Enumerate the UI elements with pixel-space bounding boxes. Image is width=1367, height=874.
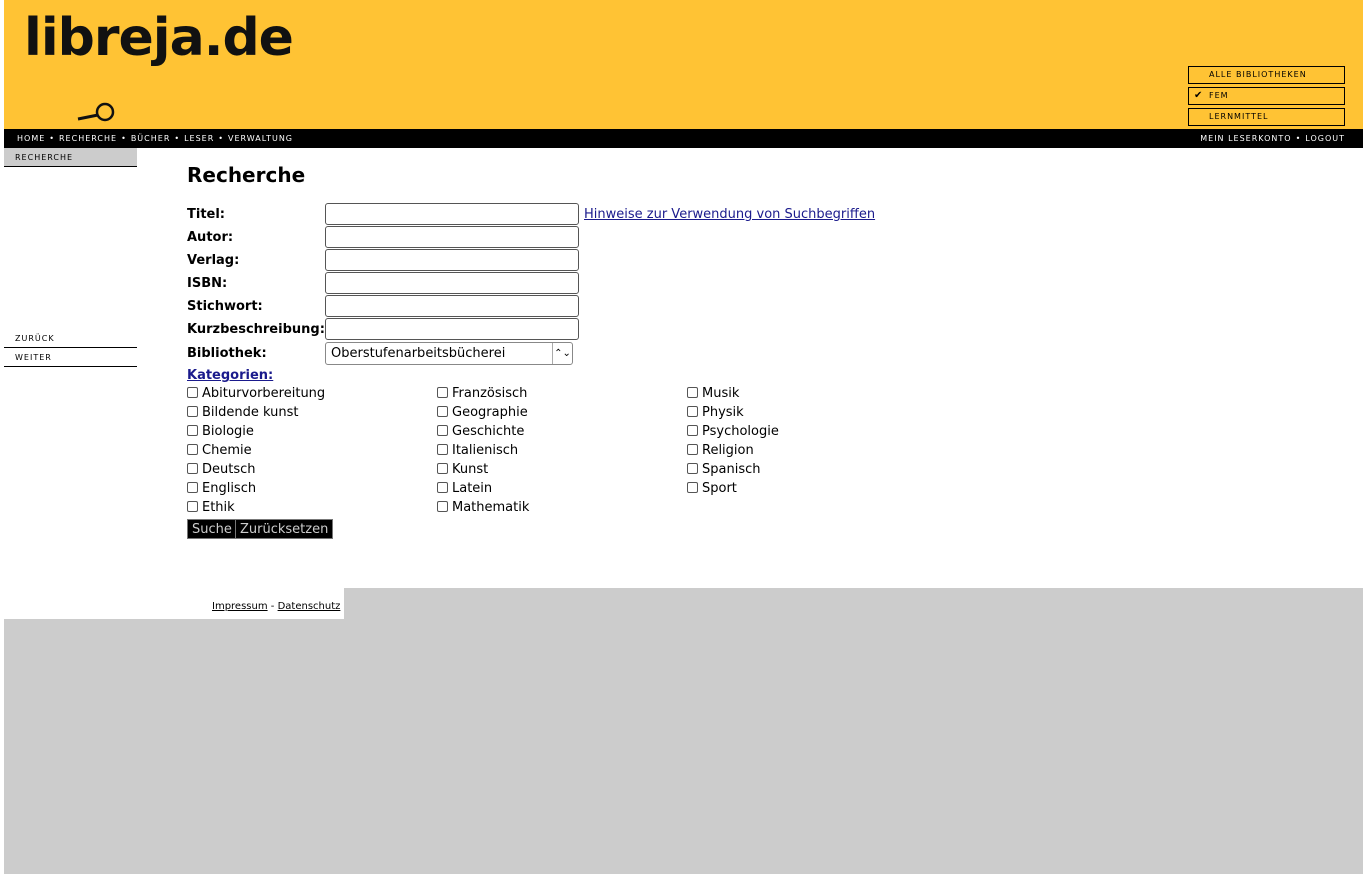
sidebar-back-link[interactable]: ZURÜCK xyxy=(4,329,137,348)
title-input[interactable] xyxy=(325,203,579,225)
category-item[interactable] xyxy=(437,443,518,462)
category-item[interactable] xyxy=(687,405,744,424)
category-label: Geographie xyxy=(452,405,528,420)
category-item[interactable] xyxy=(187,481,256,500)
category-item[interactable] xyxy=(437,405,528,424)
category-checkbox[interactable] xyxy=(187,482,198,493)
author-label: Autor: xyxy=(187,230,234,245)
nav-separator: • xyxy=(121,134,127,143)
category-checkbox[interactable] xyxy=(437,406,448,417)
category-checkbox[interactable] xyxy=(687,444,698,455)
categories-link[interactable]: Kategorien: xyxy=(187,368,274,383)
category-label: Französisch xyxy=(452,386,528,401)
category-label: Spanisch xyxy=(702,462,761,477)
category-checkbox[interactable] xyxy=(187,444,198,455)
library-select-value: Oberstufenarbeitsbücherei xyxy=(331,346,506,361)
category-item[interactable] xyxy=(687,424,779,443)
category-label: Geschichte xyxy=(452,424,525,439)
category-checkbox[interactable] xyxy=(687,425,698,436)
category-label: Englisch xyxy=(202,481,257,496)
nav-leserkonto[interactable]: MEIN LESERKONTO xyxy=(1200,134,1292,143)
footer xyxy=(4,588,344,619)
library-all-button[interactable]: ALLE BIBLIOTHEKEN xyxy=(1188,66,1345,84)
category-label: Latein xyxy=(452,481,493,496)
category-checkbox[interactable] xyxy=(187,501,198,512)
title-label: Titel: xyxy=(187,207,226,222)
category-label: Sport xyxy=(702,481,737,496)
keyword-label: Stichwort: xyxy=(187,299,263,314)
category-item[interactable] xyxy=(437,500,529,519)
category-label: Religion xyxy=(702,443,754,458)
category-checkbox[interactable] xyxy=(437,482,448,493)
nav-separator: • xyxy=(49,134,55,143)
category-label: Bildende kunst xyxy=(202,405,299,420)
category-item[interactable] xyxy=(187,386,325,405)
nav-logout[interactable]: LOGOUT xyxy=(1305,134,1345,143)
nav-separator: • xyxy=(1295,134,1302,143)
nav-leser[interactable]: LESER xyxy=(184,134,215,143)
category-item[interactable] xyxy=(437,386,527,405)
category-item[interactable] xyxy=(187,405,299,424)
search-button[interactable]: Suche xyxy=(187,519,237,539)
category-checkbox[interactable] xyxy=(187,406,198,417)
category-checkbox[interactable] xyxy=(437,463,448,474)
category-checkbox[interactable] xyxy=(187,387,198,398)
keyword-input[interactable] xyxy=(325,295,579,317)
nav-home[interactable]: HOME xyxy=(17,134,46,143)
chevron-updown-icon: ⌃⌄ xyxy=(552,343,572,364)
category-item[interactable] xyxy=(687,443,754,462)
category-item[interactable] xyxy=(187,462,256,481)
sidebar-item-recherche[interactable]: RECHERCHE xyxy=(4,148,137,167)
category-label: Physik xyxy=(702,405,744,420)
category-label: Chemie xyxy=(202,443,252,458)
isbn-label: ISBN: xyxy=(187,276,228,291)
category-item[interactable] xyxy=(187,424,254,443)
category-checkbox[interactable] xyxy=(437,444,448,455)
category-label: Ethik xyxy=(202,500,235,515)
library-lernmittel-button[interactable]: LERNMITTEL xyxy=(1188,108,1345,126)
library-select[interactable] xyxy=(325,342,573,365)
nav-separator: • xyxy=(174,134,181,143)
footer-separator: - xyxy=(270,601,275,612)
isbn-input[interactable] xyxy=(325,272,579,294)
description-input[interactable] xyxy=(325,318,579,340)
author-input[interactable] xyxy=(325,226,579,248)
category-checkbox[interactable] xyxy=(187,463,198,474)
nav-verwaltung[interactable]: VERWALTUNG xyxy=(228,134,294,143)
datenschutz-link[interactable]: Datenschutz xyxy=(277,601,341,612)
category-item[interactable] xyxy=(437,481,492,500)
checkmark-icon: ✔ xyxy=(1194,90,1204,101)
category-label: Italienisch xyxy=(452,443,519,458)
nav-separator: • xyxy=(218,134,225,143)
reset-button[interactable]: Zurücksetzen xyxy=(235,519,333,539)
category-checkbox[interactable] xyxy=(687,463,698,474)
top-navigation xyxy=(4,129,1363,148)
category-label: Deutsch xyxy=(202,462,256,477)
category-item[interactable] xyxy=(687,481,737,500)
magnifier-icon xyxy=(76,100,116,124)
nav-buecher[interactable]: BÜCHER xyxy=(130,134,171,143)
publisher-input[interactable] xyxy=(325,249,579,271)
header xyxy=(4,0,1363,129)
category-label: Psychologie xyxy=(702,424,779,439)
category-item[interactable] xyxy=(437,424,524,443)
category-label: Abiturvorbereitung xyxy=(202,386,326,401)
sidebar-forward-link[interactable]: WEITER xyxy=(4,348,137,367)
publisher-label: Verlag: xyxy=(187,253,240,268)
category-checkbox[interactable] xyxy=(437,387,448,398)
sidebar xyxy=(4,148,137,367)
library-label: Bibliothek: xyxy=(187,346,267,361)
category-checkbox[interactable] xyxy=(687,406,698,417)
category-item[interactable] xyxy=(187,500,235,519)
category-item[interactable] xyxy=(687,386,739,405)
logo[interactable]: libreja.de xyxy=(24,8,293,68)
category-checkbox[interactable] xyxy=(437,501,448,512)
category-item[interactable] xyxy=(437,462,488,481)
category-label: Kunst xyxy=(452,462,489,477)
library-fem-button[interactable]: ✔ FEM xyxy=(1188,87,1345,105)
category-label: Mathematik xyxy=(452,500,530,515)
search-hints-link[interactable]: Hinweise zur Verwendung von Suchbegriffen xyxy=(584,207,876,222)
category-checkbox[interactable] xyxy=(437,425,448,436)
impressum-link[interactable]: Impressum xyxy=(212,601,268,612)
library-switcher xyxy=(1188,66,1345,129)
nav-recherche[interactable]: RECHERCHE xyxy=(59,134,118,143)
category-checkbox[interactable] xyxy=(687,387,698,398)
category-item[interactable] xyxy=(687,462,760,481)
category-label: Musik xyxy=(702,386,740,401)
category-label: Biologie xyxy=(202,424,254,439)
description-label: Kurzbeschreibung: xyxy=(187,322,325,337)
category-checkbox[interactable] xyxy=(187,425,198,436)
page-title: Recherche xyxy=(187,163,306,187)
category-item[interactable] xyxy=(187,443,252,462)
category-checkbox[interactable] xyxy=(687,482,698,493)
